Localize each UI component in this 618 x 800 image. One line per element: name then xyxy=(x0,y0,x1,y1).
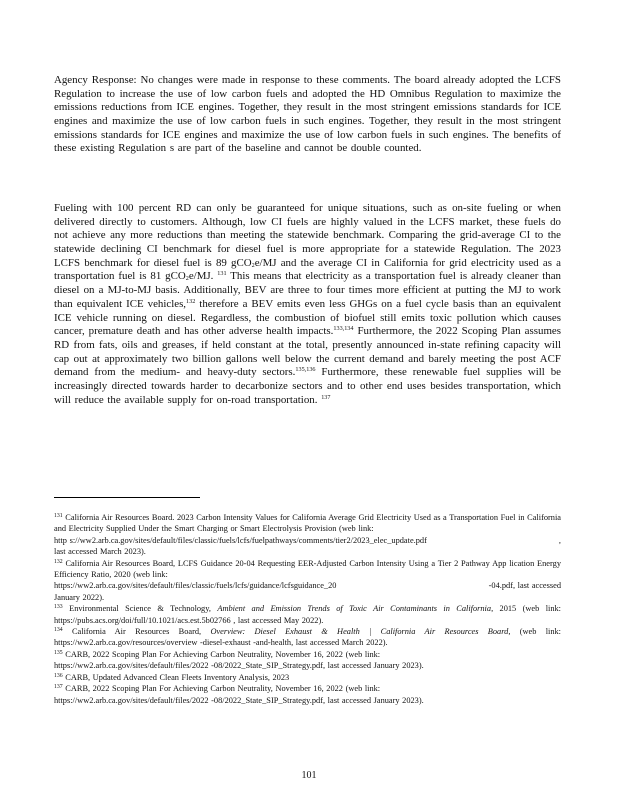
footnote-url-line xyxy=(54,580,561,591)
paragraph-text: therefore a BEV emits even less GHGs on a fuel cycle basis than an equivalent ICE vehicle running on diesel. Regardless, the combustion of biofuel still emits toxic pollution which causes cancer, premature death and has other adverse health impacts. xyxy=(54,297,561,338)
footnote-134 xyxy=(54,626,561,649)
footnote-text: January 2022). xyxy=(54,592,105,602)
paragraph-text: Fueling with 100 percent RD can only be guaranteed for unique situations, such as on-site fueling or when delivered directly to customers. Although, low CI fuels are highly valued in the LCFS market, these fuels do not achieve any more reductions than meeting the statewide benchmark. Comparing the grid-average CI to the statewide declining CI benchmark for diesel fuel is more appropriate for a statewide Regulation. The 2023 LCFS benchmark for diesel fuel is 89 gCO xyxy=(54,201,561,269)
footnote-link[interactable]: https://ww2.arb.ca.gov/sites/default/files/2022 -08/2022_State_SIP_Strategy.pdf, last accessed January 2023). xyxy=(54,661,424,671)
footnote-ref-132[interactable]: 132 xyxy=(186,297,196,305)
subscript: 2 xyxy=(185,275,189,283)
footnote-number: 137 xyxy=(54,684,63,691)
footnote-ref-137[interactable]: 137 xyxy=(321,393,331,401)
footnote-link[interactable]: https://ww2.arb.ca.gov/sites/default/files/classic/fuels/lcfs/guidance/lcfsguidance_20 xyxy=(54,581,337,591)
footnote-link[interactable]: https://ww2.arb.ca.gov/sites/default/files/2022 -08/2022_State_SIP_Strategy.pdf, last accessed January 2023). xyxy=(54,695,424,705)
footnote-text: California Air Resources Board, LCFS Guidance 20-04 Requesting EER-Adjusted Carbon Intensity Using a Tier 2 Pathway App lication Energy Efficiency Ratio, 2020 (web link: xyxy=(54,558,561,580)
footnote-title: Ambient and Emission Trends of Toxic Air Contaminants in California xyxy=(217,604,492,614)
footnote-number: 134 xyxy=(54,627,63,634)
footnote-136 xyxy=(54,672,561,683)
footnote-number: 131 xyxy=(54,513,63,519)
footnote-number: 132 xyxy=(54,558,63,565)
footnote-number: 135 xyxy=(54,649,63,656)
footnote-text: California Air Resources Board, xyxy=(62,627,211,637)
paragraph-text: e/MJ. xyxy=(188,270,214,283)
footnote-text: , xyxy=(558,535,561,545)
footnote-url-line xyxy=(54,535,561,546)
subscript: 2 xyxy=(251,261,255,269)
footnote-text: , 2015 (web link: https://pubs.acs.org/doi/full/10.1021/acs.est.5b02766 , last accessed May 2022). xyxy=(54,604,561,625)
footnote-ref-133-134[interactable]: 133,134 xyxy=(333,325,354,333)
footnote-text: CARB, 2022 Scoping Plan For Achieving Carbon Neutrality, November 16, 2022 (web link: xyxy=(62,684,381,694)
footnote-number: 133 xyxy=(54,604,63,611)
footnote-text: CARB, Updated Advanced Clean Fleets Inventory Analysis, 2023 xyxy=(62,672,290,682)
footnote-ref-131[interactable]: 131 xyxy=(217,270,227,278)
footnote-title: Overview: Diesel Exhaust & Health | California Air Resources Board xyxy=(210,627,509,637)
footnote-number: 136 xyxy=(54,672,63,679)
footnote-text: Environmental Science & Technology, xyxy=(62,604,218,614)
paragraph-text: Furthermore, the 2022 Scoping Plan assumes RD from fats, oils and greases, if held constant at the total, presently announced in-state refining capacity will cap out at approximately two billion gallons well below the current demand and barely meeting the post ACF demand from the medium- and heavy-duty sectors. xyxy=(54,325,561,379)
footnote-132 xyxy=(54,558,561,604)
page-number: 101 xyxy=(301,770,317,781)
agency-response-paragraph: Agency Response: No changes were made in response to these comments. The board already adopted the LCFS Regulation to increase the use of low carbon fuels and adopted the HD Omnibus Regulation to maximize the emissions reductions from ICE engines. Together, they result in the most stringent emissions standards for ICE engines and maximize the use of low carbon fuels in such engines. Together, they result in the most stringent emissions standards for ICE engines and maximize the use of low carbon fuels in such engines. The benefits of these existing Regulation s are part of the baseline and cannot be double counted. xyxy=(54,73,561,155)
footnote-separator xyxy=(54,497,200,498)
footnote-text: California Air Resources Board. 2023 Carbon Intensity Values for California Average Grid Electricity Used as a Transportation Fuel in California and Electricity Supplied Under the Smart Charging or Smart Electrolysis Provision (web link: xyxy=(54,513,561,534)
footnote-133 xyxy=(54,603,561,626)
footnote-137 xyxy=(54,683,561,706)
footnote-ref-135-136[interactable]: 135,136 xyxy=(295,366,316,374)
footnotes xyxy=(54,512,561,706)
footnote-text: last accessed March 2023). xyxy=(54,547,146,557)
footnote-text: , (web link: https://ww2.arb.ca.gov/resources/overview -diesel-exhaust -and-health, last accessed March 2022). xyxy=(54,627,561,648)
footnote-link[interactable]: http s://ww2.arb.ca.gov/sites/default/files/classic/fuels/lcfs/fuelpathways/comments/tier2/2023_elec_update.pdf xyxy=(54,535,427,545)
paragraph-text: e/MJ and the average CI in California for grid electricity used as a transportation fuel is 81 gCO xyxy=(54,256,562,283)
footnote-text: CARB, 2022 Scoping Plan For Achieving Carbon Neutrality, November 16, 2022 (web link: xyxy=(62,649,381,659)
paragraph-text: Furthermore, these renewable fuel supplies will be increasingly directed towards harder to decarbonize sectors and to other end uses besides transportation, which will reduce the available supply for on-road transportation. xyxy=(54,366,561,406)
paragraph-text: This means that electricity as a transportation fuel is already cleaner than diesel on a MJ-to-MJ basis. Additionally, BEV are three to four times more efficient at putting the MJ to work than equivalent ICE vehicles, xyxy=(54,270,561,310)
footnote-text: -04.pdf, last accessed xyxy=(488,581,561,591)
footnote-135 xyxy=(54,649,561,672)
fueling-paragraph xyxy=(54,202,561,408)
footnote-131 xyxy=(54,512,561,558)
